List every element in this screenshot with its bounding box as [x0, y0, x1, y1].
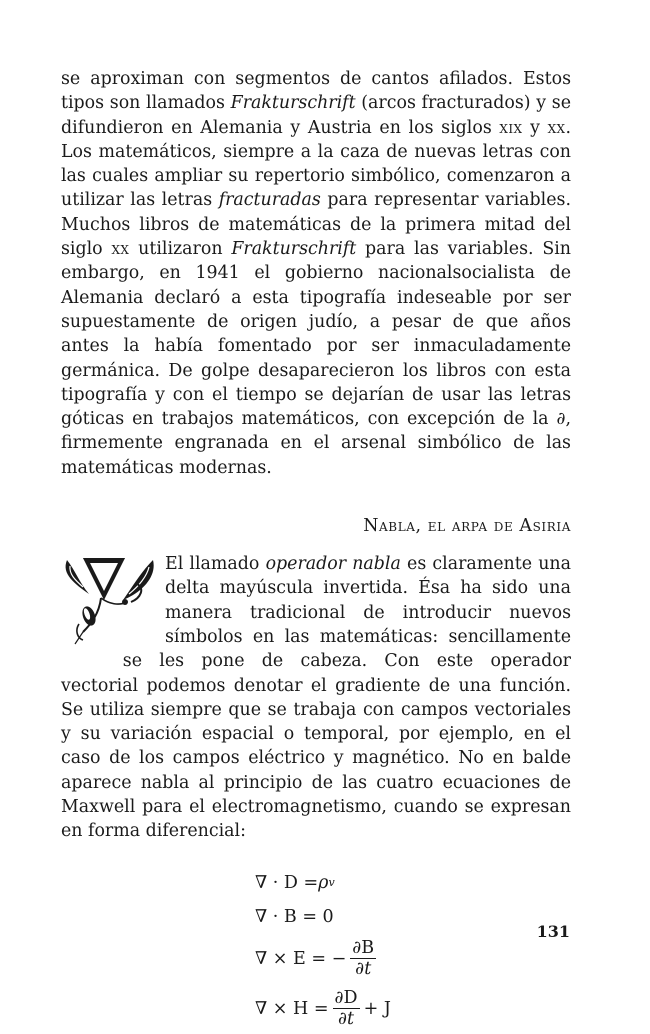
- text-run: para las variables. Sin embargo, en 1941 el gobierno nacionalsocialista de Alemania declaró a esta tipografía indeseable por ser supuestamente de origen judío, a pesar de que años antes la había fomentado por ser inmaculadamente germánica. De golpe desaparecieron los libros con esta tipografía y con el tiempo se dejarían de usar las letras góticas en trabajos matemáticos, con excepción de la: [61, 239, 572, 430]
- nabla-harp-dropcap-icon: [61, 554, 161, 656]
- equation-gauss-electric: [255, 866, 571, 900]
- text-run: se aproximan con segmentos de cantos afilados. Estos tipos son llamados: [61, 69, 571, 114]
- text-run: y: [522, 117, 548, 138]
- rho-subscript: v: [328, 876, 335, 890]
- emphasis-frakturschrift: Frakturschrift: [231, 239, 357, 260]
- text-run: , firmemente engranada en el arsenal simbólico de las matemáticas modernas.: [61, 409, 571, 478]
- paragraph-fraktur: [61, 67, 571, 480]
- fraction: [333, 988, 360, 1029]
- emphasis-operador-nabla: operador nabla: [265, 554, 401, 575]
- rho-symbol: ρ: [318, 872, 329, 893]
- text-run: . Los matemáticos, siempre a la caza de nuevas letras con las cuales ampliar su repertorio simbólico, comenzaron a utilizar las letras: [61, 117, 571, 211]
- denominator: ∂t: [338, 1009, 355, 1030]
- page-body: [61, 67, 571, 1034]
- text-run: es claramente una delta mayúscula invertida. Ésa ha sido una manera tradicional de introducir nuevos símbolos en las matemáticas: sencillamente se les pone de cabeza. Con este operador vectorial podemos denotar el gradiente de una función. Se utiliza siempre que se trabaja con campos vectoriales y su variación espacial o temporal, por ejemplo, en el caso de los campos eléctrico y magnético. No en balde aparece nabla al principio de las cuatro ecuaciones de Maxwell para el electromagnetismo, cuando se expresan en forma diferencial:: [61, 554, 571, 842]
- text-run: (arcos fracturados) y se difundieron en Alemania y Austria en los siglos: [61, 93, 572, 138]
- eq-lhs: ∇ × H =: [255, 998, 329, 1019]
- equation-gauss-magnetic: [255, 900, 571, 934]
- emphasis-fracturadas: fracturadas: [218, 190, 321, 211]
- numerator: ∂B: [352, 938, 375, 959]
- fraction: [350, 938, 376, 979]
- century-xx: xx: [547, 117, 566, 138]
- text-run: para representar variables. Muchos libros de matemáticas de la primera mitad del siglo: [61, 190, 571, 260]
- eq-text: ∇ · B = 0: [255, 906, 334, 927]
- eq-lhs: ∇ · D =: [255, 872, 319, 893]
- partial-symbol: ∂: [556, 409, 566, 430]
- text-run: El llamado: [165, 554, 266, 575]
- denominator: ∂t: [355, 959, 372, 980]
- eq-lhs: ∇ × E = −: [255, 948, 347, 969]
- eq-rhs: + J: [363, 998, 391, 1019]
- maxwell-equations: [255, 866, 571, 1034]
- emphasis-frakturschrift: Frakturschrift: [230, 93, 356, 114]
- page-number: 131: [536, 922, 570, 941]
- century-xix: xix: [499, 117, 523, 138]
- numerator: ∂D: [334, 988, 358, 1009]
- text-run: utilizaron: [129, 239, 232, 260]
- equation-faraday: [255, 934, 571, 984]
- equation-ampere: [255, 984, 571, 1034]
- section-title: Nabla, el arpa de Asiria: [363, 516, 571, 537]
- nabla-section: [61, 552, 571, 844]
- century-xx: xx: [111, 239, 130, 260]
